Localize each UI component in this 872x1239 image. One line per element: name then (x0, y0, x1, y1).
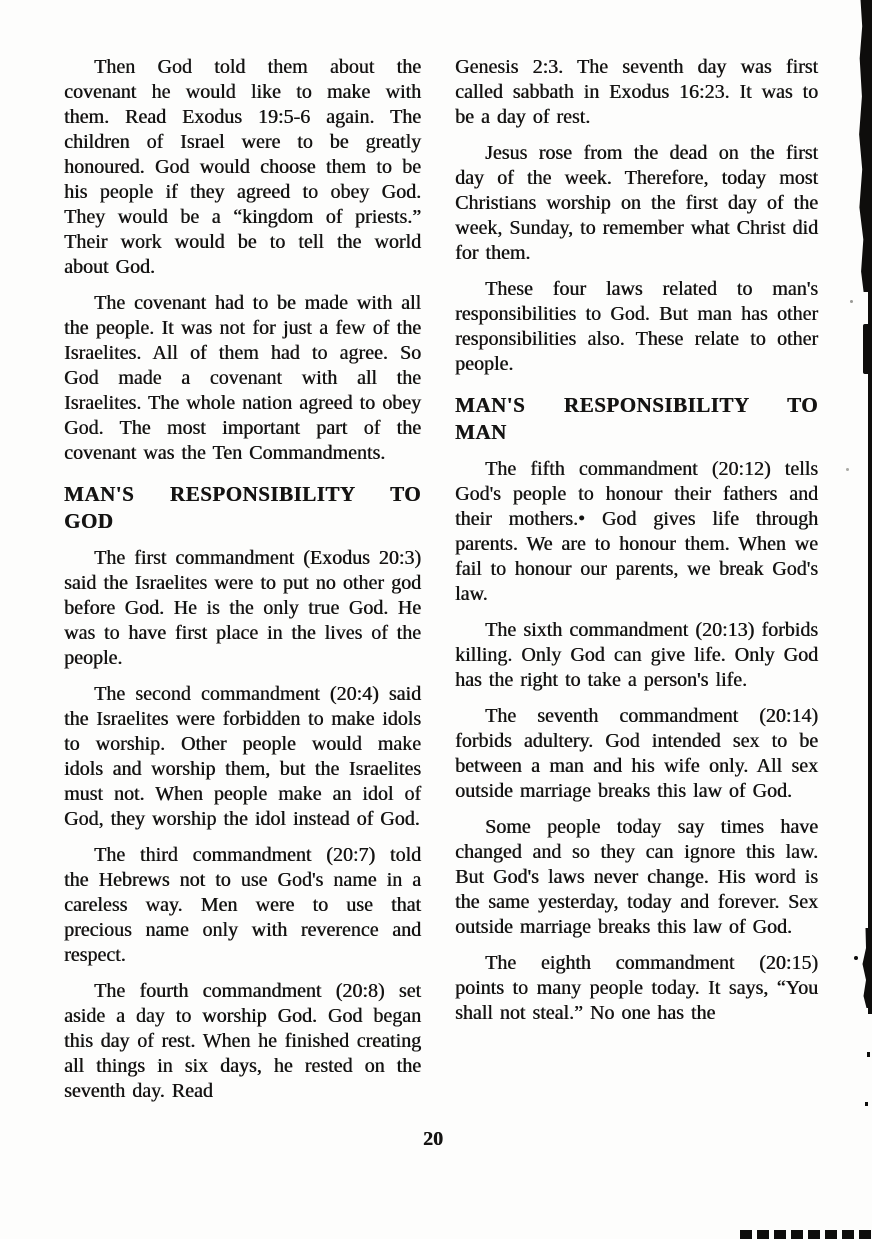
paragraph: Then God told them about the covenant he would like to make with them. Read Exodus 19:5-6 again. The children of Israel were to be greatly honoured. God would choose them to be his people if they agreed to obey God. They would be a “kingdom of priests.” Their work would be to tell the world about God. (64, 56, 421, 278)
scan-artifact-blob (863, 324, 871, 374)
paragraph: The sixth commandment (20:13) forbids killing. Only God can give life. Only God has the right to take a person's life. (455, 619, 818, 691)
scan-artifact-speck (865, 1102, 868, 1106)
paragraph: Jesus rose from the dead on the first day of the week. Therefore, today most Christians worship on the first day of the week, Sunday, to remember what Christ did for them. (455, 142, 818, 264)
page-number: 20 (423, 1128, 443, 1150)
paragraph: The second commandment (20:4) said the Israelites were forbidden to make idols to worship. Other people would make idols and worship them, but the Israelites must not. When people make an idol of God, they worship the idol instead of God. (64, 683, 421, 830)
scan-artifact-edge-bar (858, 0, 872, 292)
paragraph-continuation: Genesis 2:3. The seventh day was first called sabbath in Exodus 16:23. It was to be a day of rest. (455, 56, 818, 128)
paragraph: The third commandment (20:7) told the Hebrews not to use God's name in a careless way. Men were to use that precious name only with reverence and respect. (64, 844, 421, 966)
paragraph: The fifth commandment (20:12) tells God's people to honour their fathers and their mothers.• God gives life through parents. We are to honour them. When we fail to honour our parents, we break God's law. (455, 458, 818, 605)
paragraph: The covenant had to be made with all the people. It was not for just a few of the Israelites. All of them had to agree. So God made a covenant with all the Israelites. The whole nation agreed to obey God. The most important part of the covenant was the Ten Commandments. (64, 292, 421, 464)
scan-artifact-speck (854, 956, 858, 960)
scan-artifact-speck (850, 300, 853, 303)
left-column (64, 55, 421, 1115)
section-heading-responsibility-to-man: MAN'S RESPONSIBILITY TO MAN (455, 393, 818, 444)
paragraph: These four laws related to man's responsibilities to God. But man has other responsibilities also. These relate to other people. (455, 278, 818, 375)
scan-artifact-speck (867, 1052, 870, 1057)
paragraph: The seventh commandment (20:14) forbids adultery. God intended sex to be between a man and his wife only. All sex outside marriage breaks this law of God. (455, 705, 818, 802)
paragraph: Some people today say times have changed and so they can ignore this law. But God's laws never change. His word is the same yesterday, today and forever. Sex outside marriage breaks this law of God. (455, 816, 818, 938)
scan-artifact-bottom-strip (740, 1230, 872, 1239)
right-column (455, 55, 818, 1037)
paragraph: The fourth commandment (20:8) set aside a day to worship God. God began this day of rest. When he finished creating all things in six days, he rested on the seventh day. Read (64, 980, 421, 1102)
paragraph: The eighth commandment (20:15) points to many people today. It says, “You shall not steal.” No one has the (455, 952, 818, 1024)
scan-artifact-blob (862, 928, 872, 1008)
section-heading-responsibility-to-god: MAN'S RESPONSIBILITY TO GOD (64, 482, 421, 533)
scan-artifact-edge-line (868, 286, 872, 1014)
scan-artifact-speck (846, 468, 849, 471)
paragraph: The first commandment (Exodus 20:3) said the Israelites were to put no other god before God. He is the only true God. He was to have first place in the lives of the people. (64, 547, 421, 669)
